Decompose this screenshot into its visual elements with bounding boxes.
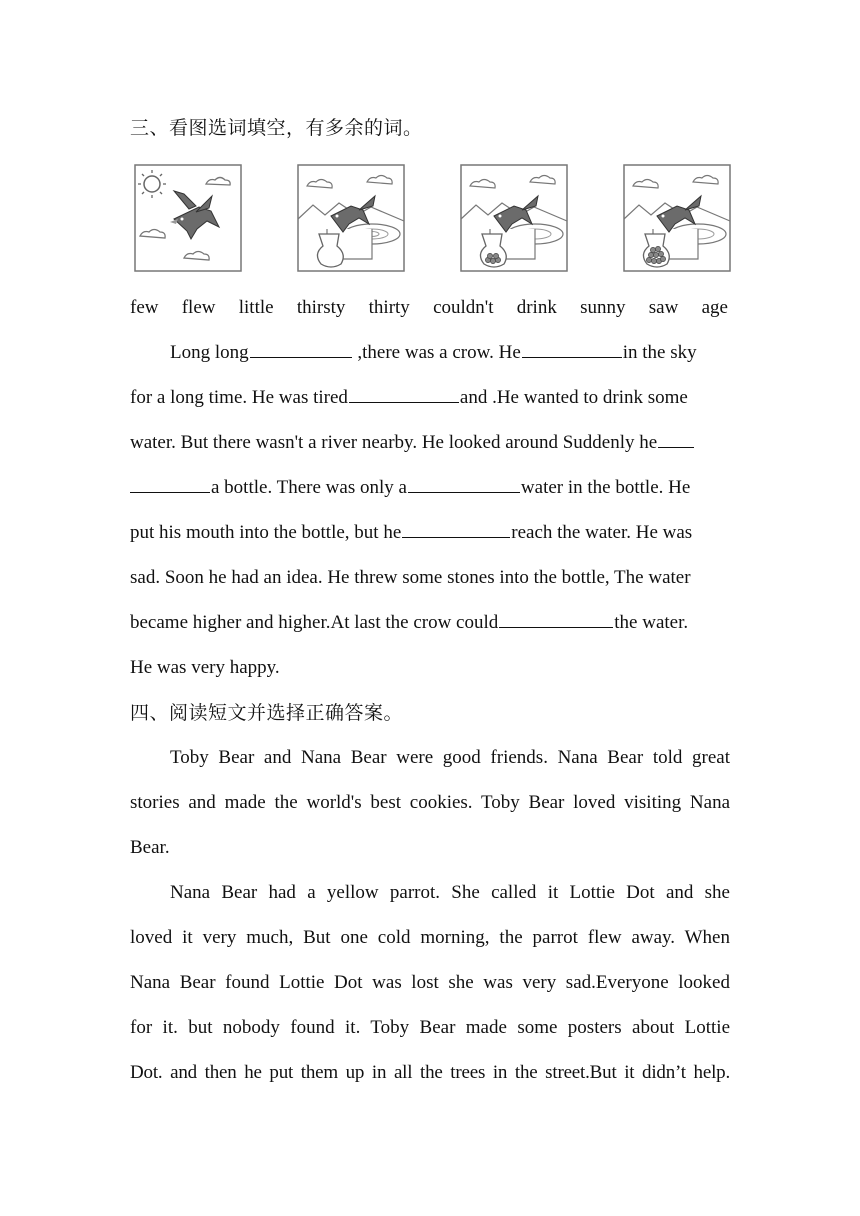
story-line: sad. Soon he had an idea. He threw some stones into the bottle, The water (130, 567, 691, 588)
word-bank-item: sunny (580, 297, 626, 318)
word-bank (130, 295, 728, 321)
story-line: Long long ,there was a crow. He in the sky (170, 342, 697, 363)
crow-story-paragraph (130, 330, 730, 690)
word-bank-item: age (701, 297, 728, 318)
picture-row (130, 164, 730, 274)
blank-5[interactable] (408, 476, 520, 493)
word-bank-item: flew (181, 297, 216, 318)
word-bank-item: thirty (368, 297, 410, 318)
passage-line: Toby Bear and Nana Bear were good friends. Nana Bear told great (170, 747, 730, 768)
story-line: a bottle. There was only a water in the bottle. He (130, 465, 730, 510)
story-line: He was very happy. (130, 657, 280, 678)
section-3-heading: 三、看图选词填空，有多余的词。 (130, 117, 423, 139)
passage-line: Dot. and then he put them up in all the trees in the street.But it didn’t help. (130, 1062, 730, 1083)
crow-bottle-full-icon (623, 164, 731, 272)
word-bank-item: thirsty (296, 297, 346, 318)
blank-3[interactable] (349, 386, 459, 403)
blank-2[interactable] (522, 341, 622, 358)
story-line: water. But there wasn't a river nearby. He looked around Suddenly he (130, 420, 730, 465)
passage-line: Nana Bear had a yellow parrot. She called it Lottie Dot and she (170, 882, 730, 903)
word-bank-item: little (238, 297, 274, 318)
word-bank-item: drink (516, 297, 557, 318)
passage-line: Bear. (130, 837, 170, 858)
crow-bottle-stones-icon (460, 164, 568, 272)
blank-1[interactable] (250, 341, 352, 358)
story-line: put his mouth into the bottle, but he reach the water. He was (130, 522, 693, 543)
crow-flying-sun-icon (134, 164, 242, 272)
passage-line: stories and made the world's best cookies. Toby Bear loved visiting Nana (130, 792, 730, 813)
word-bank-item: few (130, 297, 159, 318)
blank-6[interactable] (402, 521, 510, 538)
passage-line: Nana Bear found Lottie Dot was lost she was very sad.Everyone looked (130, 972, 730, 993)
passage-line: loved it very much, But one cold morning, the parrot flew away. When (130, 927, 730, 948)
passage-line: for it. but nobody found it. Toby Bear made some posters about Lottie (130, 1017, 730, 1038)
word-bank-item: couldn't (433, 297, 494, 318)
reading-passage (130, 735, 730, 1095)
blank-7[interactable] (499, 611, 613, 628)
crow-bottle-empty-icon (297, 164, 405, 272)
story-line: became higher and higher.At last the crow could the water. (130, 612, 689, 633)
section-4-heading: 四、阅读短文并选择正确答案。 (130, 702, 404, 724)
blank-4a[interactable] (658, 431, 694, 448)
blank-4b[interactable] (130, 476, 210, 493)
word-bank-item: saw (648, 297, 679, 318)
story-line: for a long time. He was tired and .He wanted to drink some (130, 387, 688, 408)
